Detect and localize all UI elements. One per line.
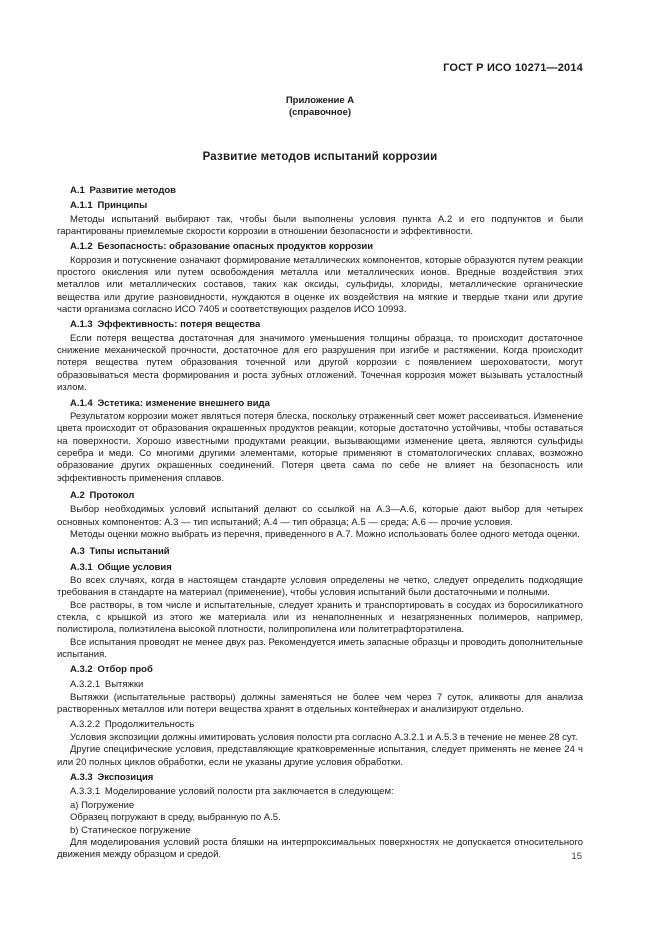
paragraph: Во всех случаях, когда в настоящем стандарте условия определены не четко, следует определить подходящие требования в стандарте на материал (применение), чтобы условия испытаний были достаточными и полными. [57,574,583,599]
section-heading: А.3.2.1 Вытяжки [70,678,144,690]
section-heading: А.1 Развитие методов [70,185,177,196]
section-heading: А.3 Типы испытаний [70,546,170,558]
paragraph: Методы испытаний выбирают так, чтобы были выполнены условия пункта А.2 и его подпунктов и были гарантированы приемлемые скорости коррозии в отношении безопасности и эффективности. [57,213,583,238]
section-heading: А.1.4 Эстетика: изменение внешнего вида [70,397,270,409]
annex-label: Приложение А [285,95,355,106]
paragraph: Методы оценки можно выбрать из перечня, приведенного в А.7. Можно использовать более одного метода оценки. [70,528,580,540]
paragraph: a) Погружение [70,799,135,811]
section-heading: А.1.1 Принципы [70,200,148,212]
paragraph: Выбор необходимых условий испытаний делают со ссылкой на А.3—А.6, которые дают выбор для четырех основных компонентов: А.3 — тип испытаний; А.4 — тип образца; А.5 — среда; А.6 — прочие условия. [57,504,583,528]
section-heading: А.3.3.1 Моделирование условий полости рта заключается в следующем: [70,786,394,798]
paragraph: b) Статическое погружение [70,824,191,836]
section-heading: А.3.2 Отбор проб [70,664,153,676]
paragraph: Образец погружают в среду, выбранную по А.5. [70,812,281,824]
page-title: Развитие методов испытаний коррозии [202,151,438,163]
paragraph: Вытяжки (испытательные растворы) должны заменяться не более чем через 7 суток, аликвоты для анализа растворенных металлов или потери вещества хранят в отдельных контейнерах и анализируют отдельно. [57,692,583,716]
section-heading: А.3.2.2 Продолжительность [70,718,195,730]
paragraph: Другие специфические условия, представляющие кратковременные испытания, следует применять не менее 24 ч или 20 полных циклов обработки, если не указаны другие условия обработки. [57,744,583,768]
section-heading: А.1.2 Безопасность: образование опасных продуктов коррозии [70,241,374,253]
paragraph: Результатом коррозии может являться потеря блеска, поскольку отраженный свет может рассеиваться. Изменение цвета происходит от образования окрашенных продуктов реакции, которые достаточно устойчивы, чтобы оставаться на поверхности. Хорошо известными продуктами реакции, вызывающими изменение цвета, являются сульфиды серебра и меди. Со многими другими элементами, которые применяют в стоматологических сплавах, возможно образование других окрашенных соединений. Потеря цвета сама по себе не влияет на безопасность или эффективность применения сплавов. [57,410,583,484]
document-body [57,185,583,862]
paragraph: Если потеря вещества достаточная для значимого уменьшения толщины образца, то происходит достаточное снижение механической прочности, достаточное для его разрушения при изгибе и растяжении. Когда происходит потеря вещества путем образования точечной или другой коррозии с появлением шероховатости, могут образовываться места формирования и роста зубных отложений. Точечная коррозия может вызывать усталостный излом. [57,332,583,394]
paragraph: Все испытания проводят не менее двух раз. Рекомендуется иметь запасные образцы и проводить дополнительные испытания. [57,636,583,661]
paragraph: Условия экспозиции должны имитировать условия полости рта согласно А.3.2.1 и А.5.3 в течение не менее 28 сут. [70,732,578,744]
running-header-doc-code: ГОСТ Р ИСО 10271—2014 [443,62,583,74]
page-number: 15 [571,851,582,862]
paragraph: Коррозия и потускнение означают формирование металлических компонентов, которые образуются путем реакции простого окисления или путем освобождения металла или металлических ионов. Вредные воздействия этих металлов или металлических составов, таких как оксиды, сульфиды, хлориды, металлические органические вещества или другие разновидности, нуждаются в оценке их воздействия на мягкие и твердые ткани или другие части организма согласно ИСО 7405 и соответствующих разделов ИСО 10993. [57,254,583,316]
paragraph: Все растворы, в том числе и испытательные, следует хранить и транспортировать в сосудах из боросиликатного стекла, с крышкой из этого же материала или из ненаполненных и незагрязненных полимеров, например, полистирола, полиэтилена высокой плотности, полипропилена или политетрафторэтилена. [57,599,583,636]
section-heading: А.2 Протокол [70,489,135,501]
section-heading: А.1.3 Эффективность: потеря вещества [70,319,261,331]
paragraph: Для моделирования условий роста бляшки на интерпроксимальных поверхностях не допускается относительного движения между образцом и средой. [57,836,583,861]
section-heading: А.3.1 Общие условия [70,561,172,573]
annex-note: (справочное) [288,107,352,118]
section-heading: А.3.3 Экспозиция [70,772,154,784]
annex-block [57,95,583,119]
